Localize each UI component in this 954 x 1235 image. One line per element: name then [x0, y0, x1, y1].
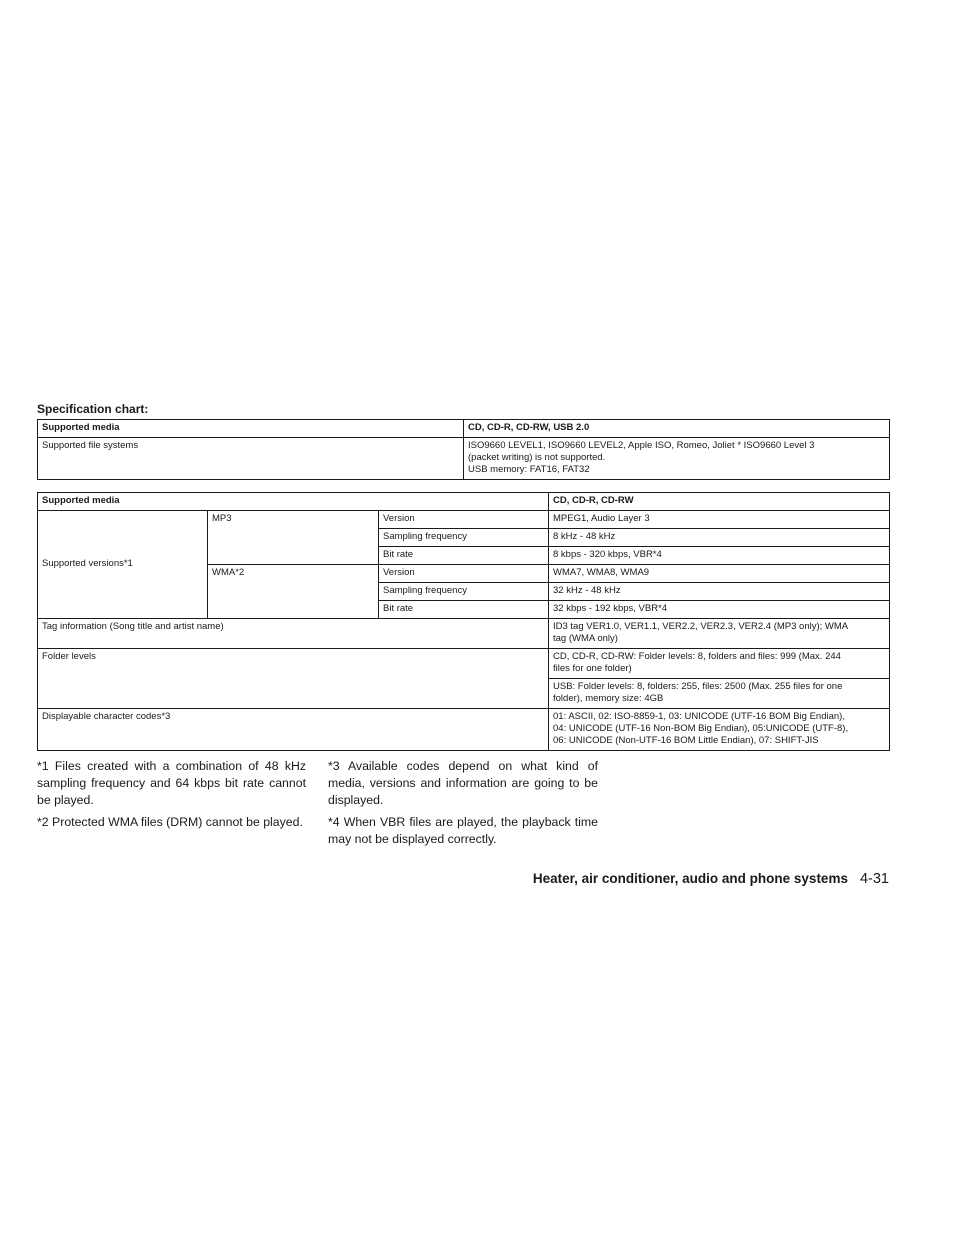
row-label-folder-levels: Folder levels	[38, 649, 549, 709]
attr-label: Sampling frequency	[379, 529, 549, 547]
row-value-folder-cd	[549, 649, 890, 679]
header-supported-media: Supported media	[38, 493, 549, 511]
attr-label: Version	[379, 565, 549, 583]
header-supported-media: Supported media	[38, 420, 464, 438]
row-label-file-systems: Supported file systems	[38, 438, 464, 480]
table-row	[38, 649, 890, 679]
cell-line: USB: Folder levels: 8, folders: 255, files: 2500 (Max. 255 files for one	[553, 681, 843, 692]
format-label-mp3: MP3	[208, 511, 379, 565]
attr-value: MPEG1, Audio Layer 3	[549, 511, 890, 529]
page-number: 4-31	[859, 871, 889, 887]
table-row	[38, 511, 890, 529]
spec-chart-title: Specification chart:	[37, 402, 149, 416]
row-label-supported-versions: Supported versions*1	[38, 511, 208, 619]
cell-line: 06: UNICODE (Non-UTF-16 BOM Little Endian), 07: SHIFT-JIS	[553, 735, 819, 746]
table-header-row	[38, 420, 890, 438]
footer-section-title: Heater, air conditioner, audio and phone systems	[532, 871, 848, 886]
table-row	[38, 709, 890, 751]
cell-line: 04: UNICODE (UTF-16 Non-BOM Big Endian), 05:UNICODE (UTF-8),	[553, 723, 849, 734]
row-label-char-codes: Displayable character codes*3	[38, 709, 549, 751]
footnote-2: *2 Protected WMA files (DRM) cannot be played.	[37, 815, 303, 829]
footnote-4: *4 When VBR files are played, the playback time may not be displayed correctly.	[328, 815, 598, 846]
cell-line: ISO9660 LEVEL1, ISO9660 LEVEL2, Apple ISO, Romeo, Joliet * ISO9660 Level 3	[468, 440, 815, 451]
cell-line: files for one folder)	[553, 663, 632, 674]
attr-value: 32 kHz - 48 kHz	[549, 583, 890, 601]
footnote-1: *1 Files created with a combination of 48 kHz sampling frequency and 64 kbps bit rate cannot be played.	[37, 759, 306, 807]
cell-line: USB memory: FAT16, FAT32	[468, 464, 590, 475]
attr-value: 8 kHz - 48 kHz	[549, 529, 890, 547]
cell-line: folder), memory size: 4GB	[553, 693, 664, 704]
attr-value: WMA7, WMA8, WMA9	[549, 565, 890, 583]
attr-value: 32 kbps - 192 kbps, VBR*4	[549, 601, 890, 619]
cell-line: (packet writing) is not supported.	[468, 452, 606, 463]
row-value-tag-info	[549, 619, 890, 649]
row-value-char-codes	[549, 709, 890, 751]
row-value-folder-usb	[549, 679, 890, 709]
attr-label: Version	[379, 511, 549, 529]
spec-table-media-filesystems	[37, 419, 890, 480]
header-media-types: CD, CD-R, CD-RW	[549, 493, 890, 511]
footnotes-right-column	[328, 758, 598, 853]
table-row	[38, 619, 890, 649]
row-label-tag-info: Tag information (Song title and artist name)	[38, 619, 549, 649]
footnotes-left-column	[37, 758, 306, 836]
attr-label: Bit rate	[379, 601, 549, 619]
cell-line: tag (WMA only)	[553, 633, 618, 644]
cell-line: 01: ASCII, 02: ISO-8859-1, 03: UNICODE (UTF-16 BOM Big Endian),	[553, 711, 845, 722]
row-value-file-systems	[464, 438, 890, 480]
attr-label: Bit rate	[379, 547, 549, 565]
footnote-3: *3 Available codes depend on what kind of media, versions and information are going to be displayed.	[328, 759, 598, 807]
format-label-wma: WMA*2	[208, 565, 379, 619]
page-footer	[533, 871, 889, 887]
table-header-row	[38, 493, 890, 511]
attr-value: 8 kbps - 320 kbps, VBR*4	[549, 547, 890, 565]
table-row	[38, 438, 890, 480]
cell-line: CD, CD-R, CD-RW: Folder levels: 8, folders and files: 999 (Max. 244	[553, 651, 841, 662]
spec-table-codecs	[37, 492, 890, 751]
header-media-types: CD, CD-R, CD-RW, USB 2.0	[464, 420, 890, 438]
attr-label: Sampling frequency	[379, 583, 549, 601]
cell-line: ID3 tag VER1.0, VER1.1, VER2.2, VER2.3, VER2.4 (MP3 only); WMA	[553, 621, 849, 632]
